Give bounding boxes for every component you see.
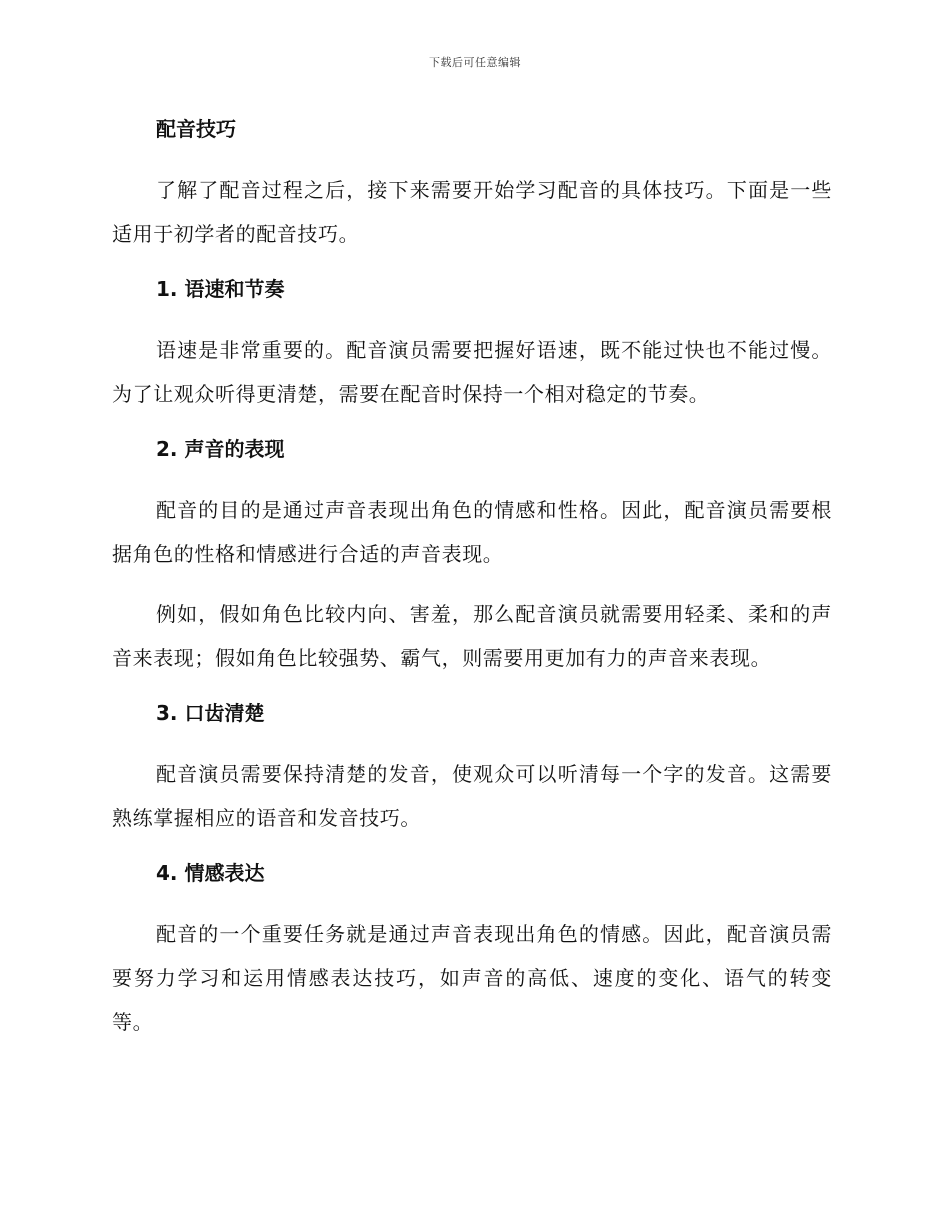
document-title: 配音技巧 xyxy=(156,117,236,141)
document-body xyxy=(112,112,832,1060)
section-paragraph: 配音的目的是通过声音表现出角色的情感和性格。因此，配音演员需要根据角色的性格和情感进行合适的声音表现。 xyxy=(112,498,832,566)
section-heading-emotion: 4. 情感表达 xyxy=(156,861,265,885)
section-heading-voice: 2. 声音的表现 xyxy=(156,437,285,461)
page-header: 下载后可任意编辑 xyxy=(429,56,521,69)
section-paragraph: 例如，假如角色比较内向、害羞，那么配音演员就需要用轻柔、柔和的声音来表现；假如角色比较强势、霸气，则需要用更加有力的声音来表现。 xyxy=(112,602,832,670)
section-paragraph: 配音的一个重要任务就是通过声音表现出角色的情感。因此，配音演员需要努力学习和运用情感表达技巧，如声音的高低、速度的变化、语气的转变等。 xyxy=(112,922,832,1034)
intro-paragraph: 了解了配音过程之后，接下来需要开始学习配音的具体技巧。下面是一些适用于初学者的配音技巧。 xyxy=(112,178,832,246)
section-paragraph: 配音演员需要保持清楚的发音，使观众可以听清每一个字的发音。这需要熟练掌握相应的语音和发音技巧。 xyxy=(112,762,832,830)
section-heading-speed: 1. 语速和节奏 xyxy=(156,277,285,301)
section-heading-articulation: 3. 口齿清楚 xyxy=(156,701,265,725)
section-paragraph: 语速是非常重要的。配音演员需要把握好语速，既不能过快也不能过慢。为了让观众听得更清楚，需要在配音时保持一个相对稳定的节奏。 xyxy=(112,338,832,406)
